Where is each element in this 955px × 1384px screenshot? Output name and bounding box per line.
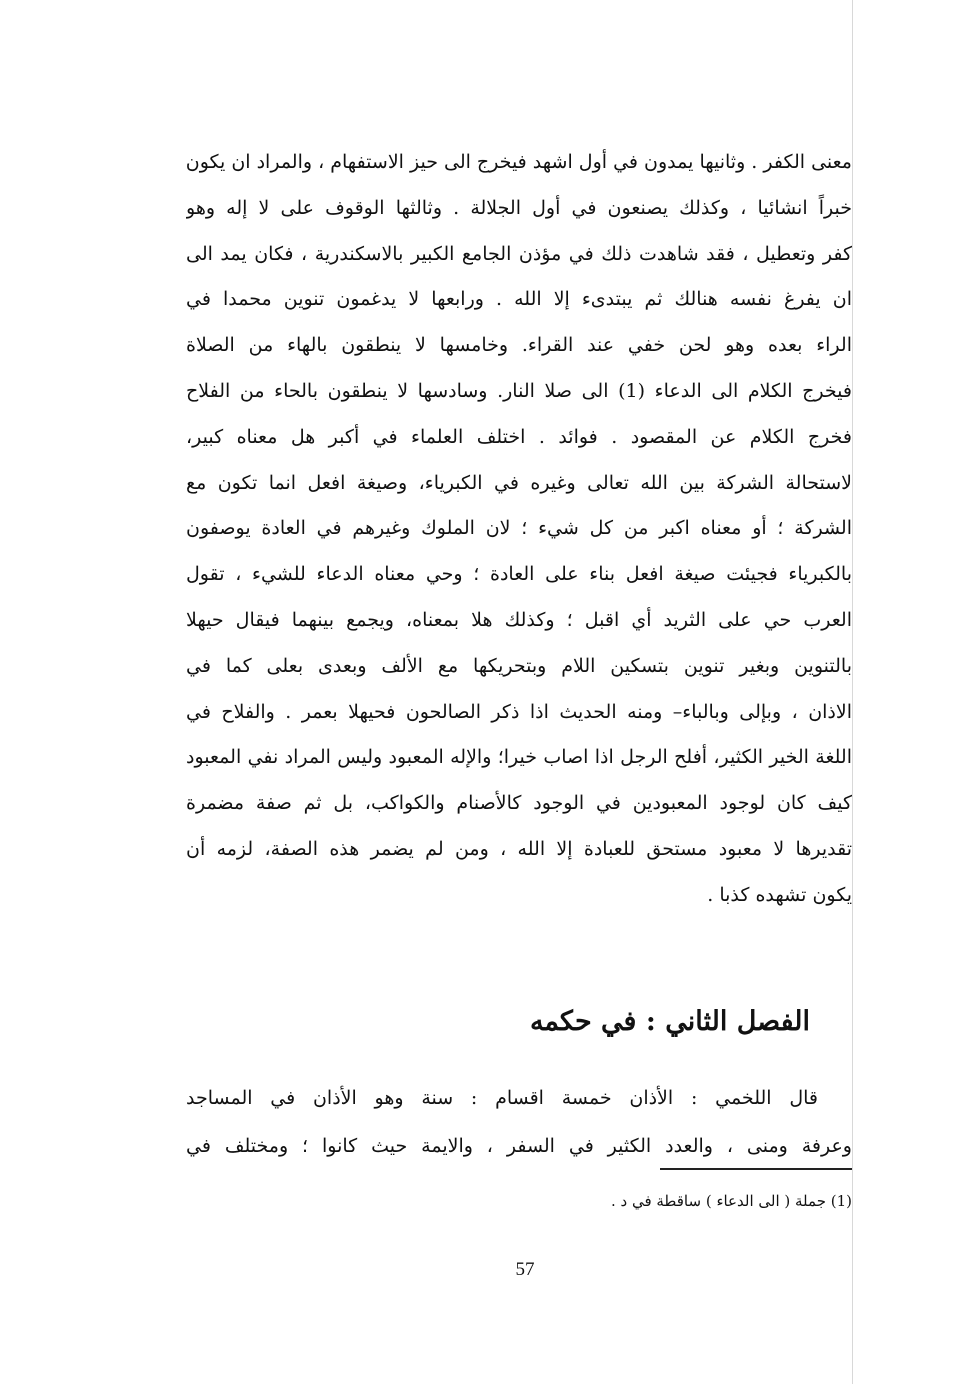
body-line: كيف كان لوجود المعبودين في الوجود كالأصنام والكواكب، بل ثم صفة مضمرة (186, 792, 852, 815)
page-edge-line (852, 0, 853, 1384)
section-heading: الفصل الثاني : في حكمه (529, 1006, 810, 1037)
page-number: 57 (515, 1259, 535, 1280)
body-line: معنى الكفر . وثانيها يمدون في أول اشهد فيخرج الى حيز الاستفهام ، والمراد ان يكون (186, 151, 852, 173)
footnote: (1) جملة ( الى الدعاء ) ساقطة في د . (610, 1192, 852, 1210)
body-line: ان يفرغ نفسه هنالك ثم يبتدىء إلا الله . ورابعها لا يدغمون تنوين محمدا في (186, 288, 852, 311)
body-line: بالكبرياء فجيئت صيغة افعل بناء على العادة ؛ وحي معناه الدعاء للشيء ، تقول (186, 563, 852, 586)
footnote-divider (660, 1168, 852, 1170)
section-line: قال اللخمي : الأذان خمسة اقسام : سنة وهو الأذان في المساجد (186, 1087, 818, 1109)
body-line: تقديرها لا معبود مستحق للعبادة إلا الله ، ومن لم يضمر هذه الصفة، لزمه أن (186, 837, 852, 860)
body-line: الشركة ؛ أو معناه اكبر من كل شيء ؛ لان الملوك وغيرهم في العادة يوصفون (186, 517, 852, 540)
body-line: يكون تشهده كذبا . (707, 883, 852, 906)
body-line: الراء بعده وهو لحن خفي عند القراء. وخامسها لا ينطقون بالهاء من الصلاة (186, 334, 852, 357)
body-line: بالتنوين وبغير تنوين بتسكين اللام وبتحريكها مع الألف وبعدى بعلى كما في (186, 654, 852, 677)
body-line: خبراً انشائيا ، وكذلك يصنعون في أول الجلالة . وثالثها الوقوف على لا إله وهو (186, 196, 852, 219)
body-line: اللغة الخير الكثير، أفلح الرجل اذا اصاب خيرا؛ والإله المعبود وليس المراد نفي المعبود (186, 746, 852, 769)
section-paragraph (186, 1074, 852, 1170)
section-line: وعرفة ومنى ، والعدد الكثير في السفر ، والايمة حيث كانوا ؛ ومختلف في (186, 1135, 852, 1157)
body-line: لاستحالة الشركة بين الله تعالى وغيره في الكبرياء، وصيغة افعل انما تكون مع (186, 471, 852, 494)
body-paragraph (186, 140, 852, 919)
body-line: العرب حي على الثريد أي اقبل ؛ وكذلك هلا بمعناه، ويجمع بينهما فيقال حيهلا (186, 608, 852, 631)
body-line: فخرج الكلام عن المقصود . فوائد . اختلف العلماء في أكبر هل معناه كبير، (186, 425, 852, 448)
body-line: فيخرج الكلام الى الدعاء (1) الى صلا النار. وسادسها لا ينطقون بالحاء من الفلاح (186, 379, 852, 402)
body-line: كفر وتعطيل ، فقد شاهدت ذلك في مؤذن الجامع الكبير بالاسكندرية ، فكان يمد الى (186, 242, 852, 265)
body-line: الاذان ، وبإلى وبالباء– ومنه الحديث اذا ذكر الصالحون فحيهلا بعمر . والفلاح في (186, 700, 852, 723)
